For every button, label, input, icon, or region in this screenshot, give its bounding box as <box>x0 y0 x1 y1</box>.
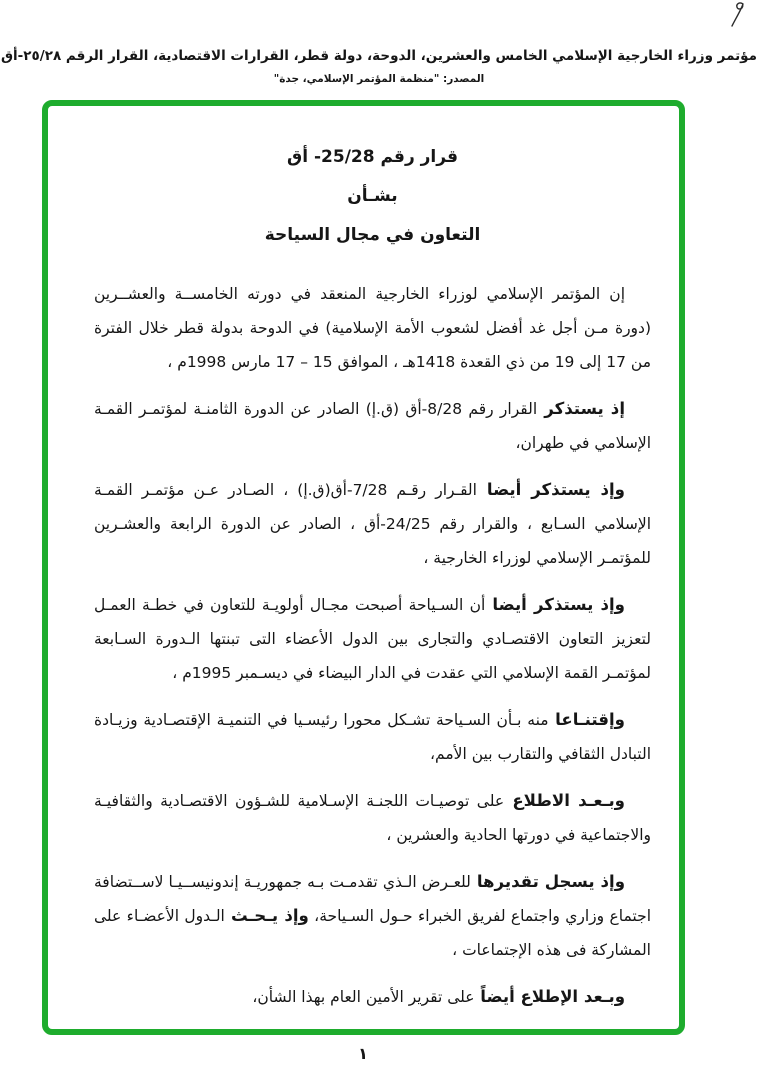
header-citation-line: مؤتمر وزراء الخارجية الإسلامي الخامس والعشرين، الدوحة، دولة قطر، القرارات الاقتصادية، القرار الرقم ٢٥/٢٨-أق <box>0 48 758 64</box>
paragraph <box>94 277 651 379</box>
resolution-paragraphs <box>94 277 651 1014</box>
paragraph-lead: إذ يستذكر <box>537 399 625 418</box>
paragraph-text: للعـرض الـذي تقدمـت بـه جمهوريـة إندونيســيـا لاســتضافة اجتماع وزاري واجتماع لفريق الخبراء حـول السـياحة، <box>94 873 652 925</box>
page-number: ١ <box>358 1044 368 1063</box>
paragraph <box>94 392 651 460</box>
paragraph-lead: وإذ يـحـث <box>224 906 309 925</box>
resolution-regarding-title: بشـأن <box>347 186 398 206</box>
header-source-line: المصدر: "منظمة المؤتمر الإسلامي، جدة" <box>273 73 485 85</box>
paragraph-lead: وإذ يستذكر أيضا <box>485 595 625 614</box>
green-frame <box>42 100 685 1035</box>
paragraph-text: على تقرير الأمين العام بهذا الشأن، <box>252 988 475 1006</box>
paragraph-text: إن المؤتمر الإسلامي لوزراء الخارجية المنعقد في دورته الخامســة والعشــرين (دورة مـن أجل غد أفضل لشعوب الأمة الإسلامية) في الدوحة بدولة قطر خلال الفترة من 17 إلى 19 من ذي القعدة 1418هـ ، الموافق 15 – 17 مارس 1998م ، <box>94 285 651 371</box>
paragraph-lead: وإقتنـاعا <box>548 710 625 729</box>
paragraph-text: أن السـياحة أصبحت مجـال أولويـة للتعاون في خطـة العمـل لتعزيز التعاون الاقتصـادي والتجارى بين الدول الأعضاء التى تبنتها الـدورة السـابعة لمؤتمـر القمة الإسلامي التي عقدت في الدار البيضاء في ديسـمبر 1995م ، <box>94 596 651 682</box>
handwritten-mark-icon <box>726 0 752 30</box>
paragraph-text: على توصيـات اللجنـة الإسـلامية للشـؤون الاقتصـادية والثقافيـة والاجتماعية في دورتها الحادية والعشرين ، <box>94 792 651 844</box>
resolution-title-block <box>94 138 651 255</box>
resolution-number-title: قرار رقم 25/28- أق <box>287 147 458 167</box>
paragraph-lead: وبـعد الإطلاع أيضاً <box>474 987 625 1006</box>
paragraph-text: القـرار رقـم 7/28-أق(ق.إ) ، الصـادر عـن مؤتمـر القمـة الإسلامي السـابع ، والقرار رقم 24/25-أق ، الصادر عن الدورة الرابعة والعشـرين للمؤتمـر الإسلامي لوزراء الخارجية ، <box>94 481 652 567</box>
paragraph-text: الـدول الأعضـاء على المشاركة فى هذه الإجتماعات ، <box>94 907 651 959</box>
paragraph <box>94 980 651 1014</box>
resolution-subject-title: التعاون في مجال السياحة <box>264 225 481 245</box>
paragraph <box>94 588 651 690</box>
paragraph <box>94 865 651 967</box>
paragraph <box>94 473 651 575</box>
paragraph <box>94 784 651 852</box>
paragraph-lead: وبـعـد الاطلاع <box>504 791 625 810</box>
paragraph-lead: وإذ يسجل تقديرها <box>470 872 626 891</box>
paragraph-text: منه بـأن السـياحة تشـكل محورا رئيسـيا في التنميـة الإقتصـادية وزيـادة التبادل الثقافي والتقارب بين الأمم، <box>94 711 651 763</box>
paragraph-text: القرار رقم 8/28-أق (ق.إ) الصادر عن الدورة الثامنـة لمؤتمـر القمـة الإسلامي في طهران، <box>94 400 651 452</box>
document-header <box>0 46 758 85</box>
paragraph <box>94 703 651 771</box>
paragraph-lead: وإذ يستذكر أيضا <box>476 480 625 499</box>
